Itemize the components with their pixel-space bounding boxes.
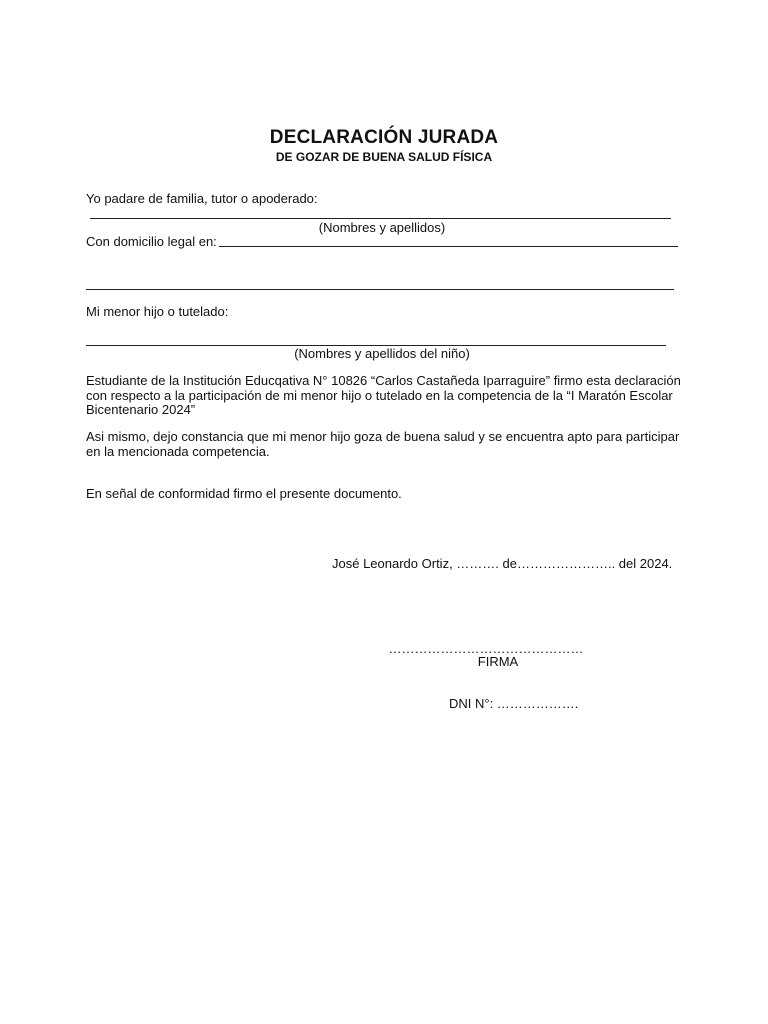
dni-line: DNI N°: ……………….	[449, 696, 579, 711]
document-subtitle: DE GOZAR DE BUENA SALUD FÍSICA	[275, 150, 493, 164]
signature-label: FIRMA	[477, 654, 519, 669]
parent-caption: (Nombres y apellidos)	[318, 220, 446, 235]
place-date: José Leonardo Ortiz, ………. de………………….. del 2024.	[332, 556, 673, 571]
domicile-line-2	[86, 289, 674, 290]
parent-label: Yo padare de familia, tutor o apoderado:	[86, 191, 318, 206]
child-label: Mi menor hijo o tutelado:	[86, 304, 229, 319]
domicile-line	[219, 246, 678, 247]
document-title: DECLARACIÓN JURADA	[269, 127, 499, 148]
domicile-label: Con domicilio legal en:	[86, 234, 217, 249]
signature-line: ………………………………………	[388, 641, 584, 656]
parent-name-line	[90, 218, 671, 219]
paragraph-health: Asi mismo, dejo constancia que mi menor hijo goza de buena salud y se encuentra apto para participar en la mencionada competencia.	[86, 429, 680, 459]
child-caption: (Nombres y apellidos del niño)	[294, 346, 470, 361]
paragraph-student: Estudiante de la Institución Educqativa N° 10826 “Carlos Castañeda Iparraguire” firmo esta declaración con respecto a la participación de mi menor hijo o tutelado en la competencia de la “I Maratón Escolar Bicentenario 2024”	[86, 373, 681, 417]
paragraph-conformity: En señal de conformidad firmo el presente documento.	[86, 486, 402, 501]
